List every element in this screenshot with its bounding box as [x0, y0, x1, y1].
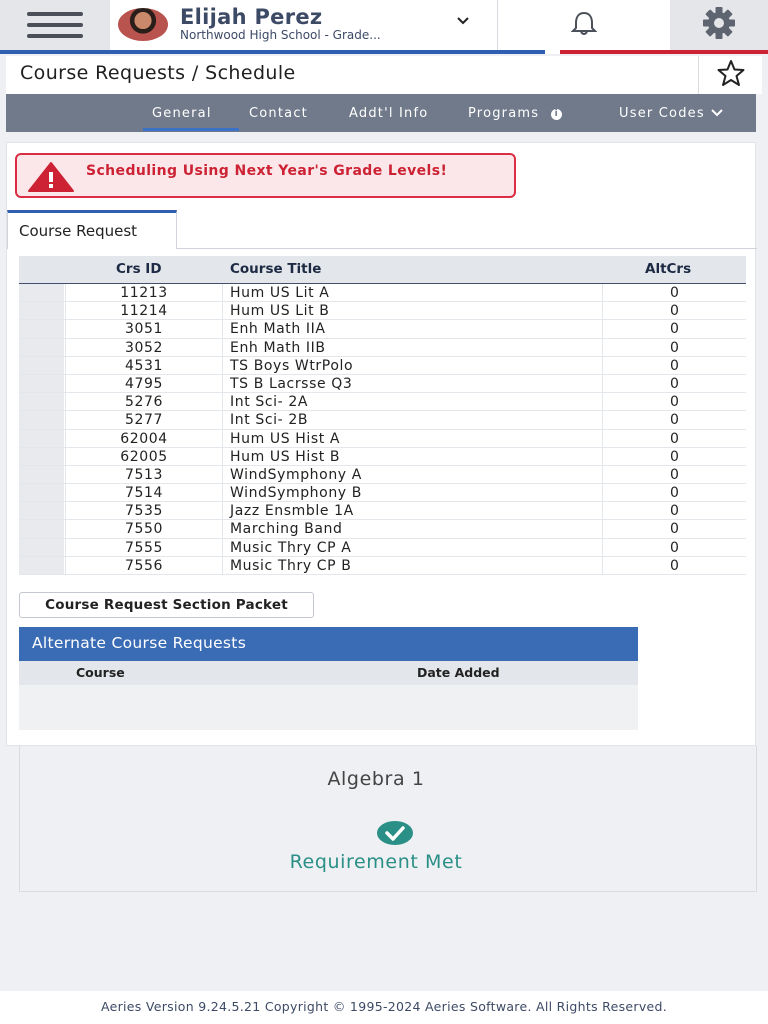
cell-altcrs: 0 [670, 503, 679, 520]
course-request-panel [6, 142, 756, 746]
cell-crs-id: 11213 [65, 284, 223, 301]
favorite-button[interactable] [698, 56, 762, 94]
table-row[interactable] [19, 539, 746, 557]
row-selector [19, 539, 64, 556]
cell-course-title: Music Thry CP B [230, 557, 352, 574]
requirement-course: Algebra 1 [327, 768, 425, 790]
cell-altcrs: 0 [670, 557, 679, 574]
alert-text: Scheduling Using Next Year's Grade Levels! [86, 163, 448, 179]
requirement-status: Requirement Met [289, 851, 463, 873]
active-tab-indicator [143, 128, 239, 131]
table-row[interactable] [19, 320, 746, 338]
tab-programs-label: Programs [468, 106, 540, 121]
nav-tabs [6, 94, 756, 132]
cell-crs-id: 62004 [65, 430, 223, 447]
subtab-course-request[interactable] [7, 210, 177, 249]
cell-crs-id: 3052 [65, 339, 223, 356]
cell-crs-id: 5276 [65, 393, 223, 410]
cell-altcrs: 0 [670, 375, 679, 392]
tab-addtl-info[interactable]: Addt'l Info [349, 106, 429, 121]
cell-course-title: WindSymphony A [230, 466, 362, 483]
table-row[interactable] [19, 520, 746, 538]
table-row[interactable] [19, 484, 746, 502]
chevron-down-icon [710, 106, 724, 121]
cell-course-title: Enh Math IIB [230, 339, 326, 356]
student-selector[interactable] [110, 0, 496, 50]
gear-icon [696, 6, 742, 44]
cell-altcrs: 0 [670, 448, 679, 465]
table-row[interactable] [19, 411, 746, 429]
chevron-down-icon[interactable] [456, 14, 470, 30]
cell-course-title: Enh Math IIA [230, 321, 326, 338]
cell-course-title: Hum US Hist A [230, 430, 341, 447]
table-header [19, 256, 746, 284]
cell-altcrs: 0 [670, 539, 679, 556]
table-row[interactable] [19, 375, 746, 393]
column-header-course-title[interactable]: Course Title [230, 261, 322, 277]
menu-button[interactable] [0, 0, 110, 50]
row-selector [19, 448, 64, 465]
cell-crs-id: 7514 [65, 484, 223, 501]
cell-crs-id: 11214 [65, 302, 223, 319]
cell-altcrs: 0 [670, 394, 679, 411]
cell-altcrs: 0 [670, 521, 679, 538]
cell-altcrs: 0 [670, 357, 679, 374]
cell-course-title: Int Sci- 2B [230, 412, 309, 429]
table-body [19, 284, 746, 575]
cell-crs-id: 7556 [65, 557, 223, 574]
student-school: Northwood High School - Grade... [180, 28, 381, 42]
info-icon: i [551, 109, 562, 120]
cell-altcrs: 0 [670, 485, 679, 502]
row-selector [19, 339, 64, 356]
table-row[interactable] [19, 557, 746, 575]
cell-course-title: Jazz Ensmble 1A [230, 503, 354, 520]
cell-crs-id: 7555 [65, 539, 223, 556]
row-selector [19, 484, 64, 501]
table-row[interactable] [19, 430, 746, 448]
notifications-button[interactable] [497, 0, 669, 50]
cell-crs-id: 5277 [65, 411, 223, 428]
table-row[interactable] [19, 284, 746, 302]
alternate-title: Alternate Course Requests [32, 634, 247, 652]
check-circle-icon [376, 820, 414, 850]
star-icon [716, 59, 746, 91]
requirement-card [19, 746, 757, 892]
cell-altcrs: 0 [670, 321, 679, 338]
settings-button[interactable] [670, 0, 768, 50]
table-row[interactable] [19, 448, 746, 466]
row-selector [19, 284, 64, 301]
cell-crs-id: 4795 [65, 375, 223, 392]
tab-programs[interactable] [468, 106, 562, 121]
table-row[interactable] [19, 393, 746, 411]
cell-altcrs: 0 [670, 466, 679, 483]
column-header-crs-id[interactable]: Crs ID [116, 261, 162, 277]
row-selector [19, 557, 64, 574]
cell-course-title: TS B Lacrsse Q3 [230, 375, 353, 392]
tab-user-codes[interactable] [619, 106, 724, 121]
cell-course-title: TS Boys WtrPolo [230, 357, 354, 374]
cell-crs-id: 7550 [65, 520, 223, 537]
alternate-header [19, 627, 638, 661]
row-selector [19, 302, 64, 319]
warning-icon [25, 159, 77, 197]
header-stripe-blue [0, 50, 545, 54]
tab-user-codes-label: User Codes [619, 106, 705, 121]
page-title: Course Requests / Schedule [20, 62, 296, 84]
row-selector [19, 411, 64, 428]
table-row[interactable] [19, 302, 746, 320]
grade-level-alert [15, 153, 516, 198]
table-row[interactable] [19, 466, 746, 484]
header-stripe-red [560, 50, 768, 54]
row-selector [19, 466, 64, 483]
cell-course-title: Hum US Lit B [230, 303, 330, 320]
row-selector [19, 393, 64, 410]
cell-altcrs: 0 [670, 339, 679, 356]
cell-course-title: Int Sci- 2A [230, 394, 309, 411]
row-selector [19, 520, 64, 537]
cell-altcrs: 0 [670, 412, 679, 429]
alternate-columns [19, 661, 638, 685]
cell-crs-id: 62005 [65, 448, 223, 465]
footer [0, 991, 768, 1024]
bell-icon [569, 10, 599, 40]
row-selector [19, 430, 64, 447]
cell-course-title: Music Thry CP A [230, 539, 352, 556]
table-row[interactable] [19, 357, 746, 375]
cell-crs-id: 7513 [65, 466, 223, 483]
row-selector [19, 502, 64, 519]
row-selector [19, 320, 64, 337]
cell-course-title: WindSymphony B [230, 485, 362, 502]
table-row[interactable] [19, 502, 746, 520]
cell-course-title: Marching Band [230, 521, 343, 538]
subtab-label: Course Request [19, 222, 138, 240]
column-header-course[interactable]: Course [76, 665, 125, 680]
title-bar [6, 56, 762, 94]
student-name: Elijah Perez [180, 5, 323, 29]
course-request-table [19, 256, 746, 575]
column-header-date-added[interactable]: Date Added [417, 665, 500, 680]
course-request-section-packet-button[interactable]: Course Request Section Packet [19, 592, 314, 618]
cell-crs-id: 4531 [65, 357, 223, 374]
table-row[interactable] [19, 339, 746, 357]
row-selector [19, 357, 64, 374]
tab-general[interactable]: General [152, 106, 212, 121]
cell-crs-id: 3051 [65, 320, 223, 337]
cell-altcrs: 0 [670, 303, 679, 320]
copyright-text: Aeries Version 9.24.5.21 Copyright © 1995-2024 Aeries Software. All Rights Reserved. [100, 999, 668, 1014]
cell-course-title: Hum US Lit A [230, 285, 330, 301]
tab-contact[interactable]: Contact [249, 106, 308, 121]
cell-crs-id: 7535 [65, 502, 223, 519]
top-header [0, 0, 768, 54]
cell-course-title: Hum US Hist B [230, 448, 341, 465]
alternate-course-requests-panel [19, 627, 638, 730]
student-avatar [118, 8, 168, 41]
column-header-altcrs[interactable]: AltCrs [645, 261, 692, 277]
cell-altcrs: 0 [670, 430, 679, 447]
row-selector [19, 375, 64, 392]
cell-altcrs: 0 [670, 285, 679, 301]
